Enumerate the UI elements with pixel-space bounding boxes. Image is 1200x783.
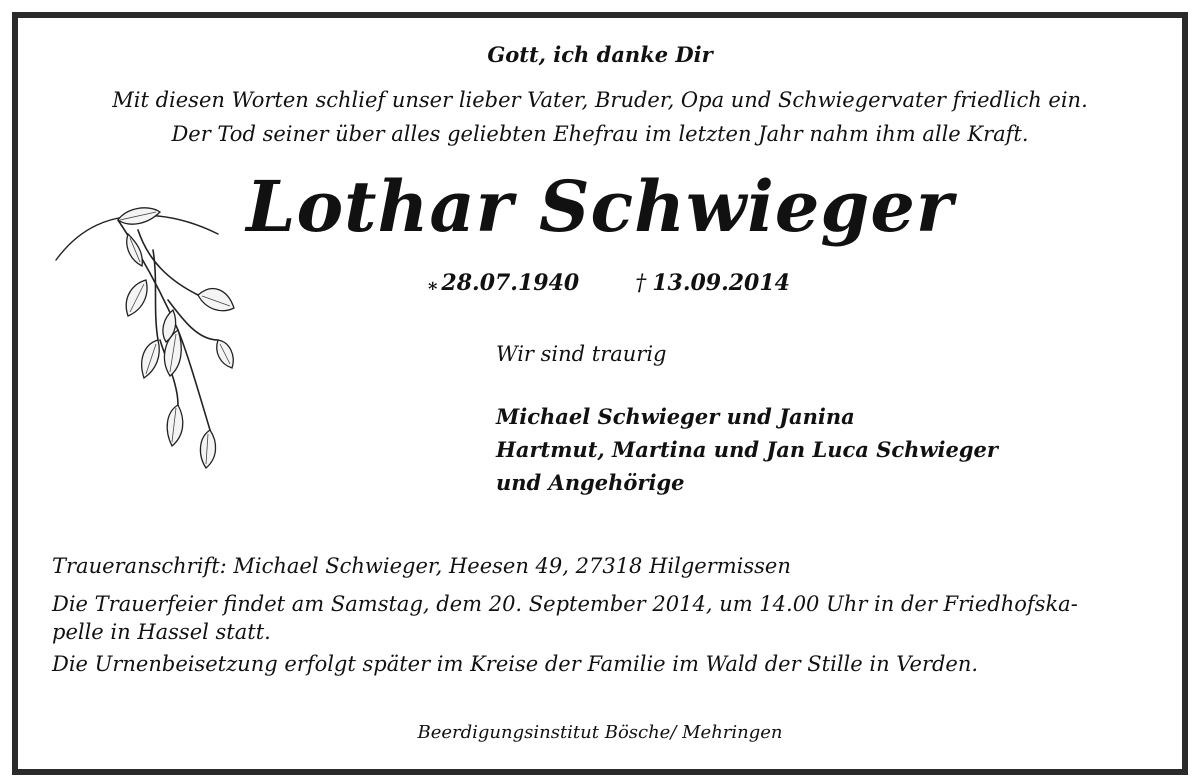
birth-star-icon: ⁎ — [428, 274, 438, 295]
birth-date: 28.07.1940 — [441, 270, 580, 296]
intro-line-1: Mit diesen Worten schlief unser lieber Vater, Bruder, Opa und Schwiegervater friedlich ein. — [112, 88, 1088, 112]
service-line: Die Trauerfeier findet am Samstag, dem 20. September 2014, um 14.00 Uhr in der Friedhofska- — [52, 592, 1078, 616]
deceased-name: Lothar Schwieger — [246, 165, 954, 248]
obituary-notice — [12, 12, 1188, 775]
life-dates — [428, 270, 790, 296]
motto: Gott, ich danke Dir — [487, 42, 713, 67]
birch-branch-icon — [48, 190, 238, 470]
sad-text: Wir sind traurig — [496, 342, 667, 366]
mourner-line: Hartmut, Martina und Jan Luca Schwieger — [496, 437, 998, 462]
mourning-address: Traueranschrift: Michael Schwieger, Heesen 49, 27318 Hilgermissen — [52, 554, 791, 578]
mourner-line: und Angehörige — [496, 470, 685, 495]
death-cross-icon: † — [635, 271, 647, 296]
intro-line-2: Der Tod seiner über alles geliebten Ehefrau im letzten Jahr nahm ihm alle Kraft. — [171, 122, 1029, 146]
mourner-line: Michael Schwieger und Janina — [496, 404, 855, 429]
service-line: pelle in Hassel statt. — [52, 620, 271, 644]
death-date: 13.09.2014 — [652, 270, 790, 296]
service-line: Die Urnenbeisetzung erfolgt später im Kreise der Familie im Wald der Stille in Verden. — [52, 652, 979, 676]
undertaker: Beerdigungsinstitut Bösche/ Mehringen — [417, 722, 783, 743]
